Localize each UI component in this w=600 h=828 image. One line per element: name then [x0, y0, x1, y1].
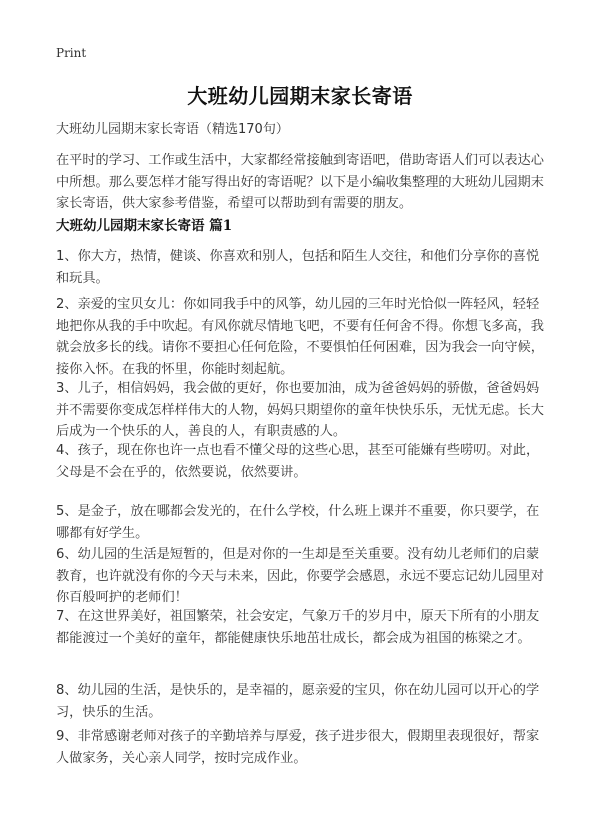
- section-heading: 大班幼儿园期末家长寄语 篇1: [56, 218, 233, 234]
- list-item: 5、是金子，放在哪都会发光的，在什么学校，什么班上课并不重要，你只要学，在哪都有好学生。: [56, 504, 540, 541]
- list-item: 9、非常感谢老师对孩子的辛勤培养与厚爱，孩子进步很大，假期里表现很好，帮家人做家务，关心亲人同学，按时完成作业。: [56, 729, 540, 766]
- list-item: 3、儿子，相信妈妈，我会做的更好，你也要加油，成为爸爸妈妈的骄傲，爸爸妈妈并不需要你变成怎样样伟大的人物，妈妈只期望你的童年快快乐乐，无忧无虑。长大后成为一个快乐的人，善良的人，有职责感的人。: [56, 381, 544, 439]
- intro-paragraph: 在平时的学习、工作或生活中，大家都经常接触到寄语吧，借助寄语人们可以表达心中所想。那么要怎样才能写得出好的寄语呢？以下是小编收集整理的大班幼儿园期末家长寄语，供大家参考借鉴，希望可以帮助到有需要的朋友。: [56, 153, 544, 211]
- list-item: 8、幼儿园的生活，是快乐的，是幸福的，愿亲爱的宝贝，你在幼儿园可以开心的学习，快乐的生活。: [56, 683, 540, 720]
- print-link[interactable]: Print: [56, 46, 87, 60]
- page-subtitle: 大班幼儿园期末家长寄语（精选170句）: [56, 122, 289, 137]
- list-item: 2、亲爱的宝贝女儿：你如同我手中的风筝，幼儿园的三年时光恰似一阵轻风，轻轻地把你从我的手中吹起。有风你就尽情地飞吧，不要有任何舍不得。你想飞多高，我就会放多长的线。请你不要担心任何危险，不要惧怕任何困难，因为我会一向守候，接你入怀。在我的怀里，你能时刻起航。: [56, 297, 544, 377]
- page-title: 大班幼儿园期末家长寄语: [187, 84, 413, 108]
- list-item: 6、幼儿园的生活是短暂的，但是对你的一生却是至关重要。没有幼儿老师们的启蒙教育，也许就没有你的今天与未来，因此，你要学会感恩，永远不要忘记幼儿园里对你百般呵护的老师们！: [56, 547, 544, 605]
- list-item: 7、在这世界美好，祖国繁荣，社会安定，气象万千的岁月中，原天下所有的小朋友都能渡过一个美好的童年，都能健康快乐地茁壮成长，都会成为祖国的栋梁之才。: [56, 609, 540, 646]
- list-item: 1、你大方，热情，健谈、你喜欢和别人，包括和陌生人交往，和他们分享你的喜悦和玩具。: [56, 249, 540, 286]
- list-item: 4、孩子，现在你也许一点也看不懂父母的这些心思，甚至可能嫌有些唠叨。对此，父母是不会在乎的，依然要说，依然要讲。: [56, 443, 540, 480]
